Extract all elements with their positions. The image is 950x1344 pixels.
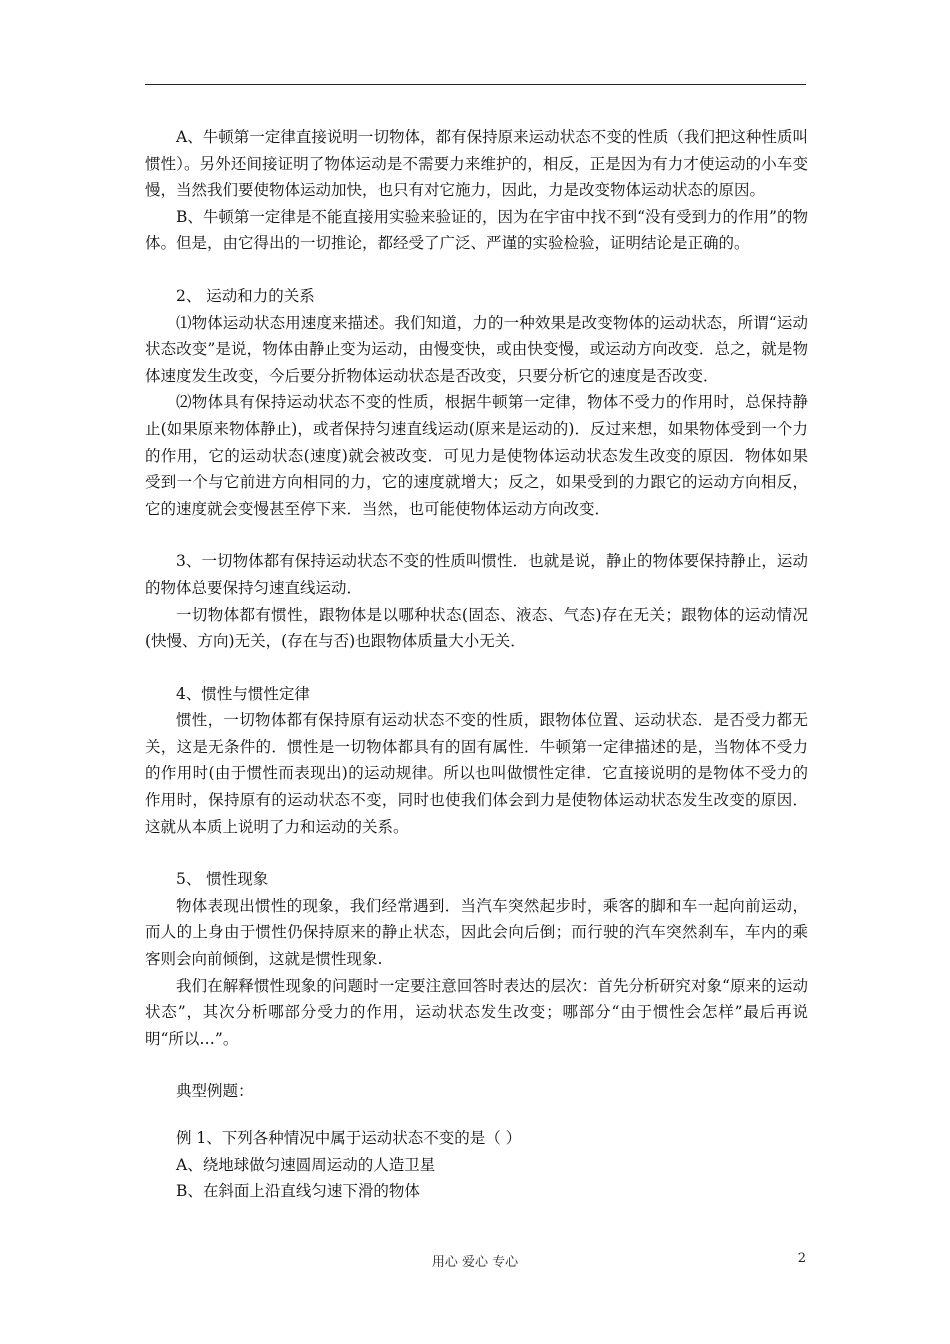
example-1-option-b: B、在斜面上沿直线匀速下滑的物体 — [176, 1182, 420, 1201]
section2-heading: 2、 运动和力的关系 — [176, 286, 315, 305]
spacer — [145, 257, 808, 283]
section5-paragraph-2: 我们在解释惯性现象的问题时一定要注意回答时表达的层次：首先分析研究对象“原来的运动状态”，其次分析哪部分受力的作用，运动状态发生改变；哪部分“由于惯性会怎样”最后再说明“所以…”。 — [145, 976, 808, 1048]
section2-paragraph-1: ⑴物体运动状态用速度来描述。我们知道，力的一种效果是改变物体的运动状态，所谓“运动状态改变”是说，物体由静止变为运动，由慢变快，或由快变慢，或运动方向改变．总之，就是物体速度发生改变，今后要分折物体运动状态是否改变，只要分析它的速度是否改变． — [145, 313, 808, 385]
section4-heading: 4、惯性与惯性定律 — [176, 684, 310, 703]
footer-motto: 用心 爱心 专心 — [431, 1255, 519, 1270]
example-1-option-a: A、绕地球做匀速圆周运动的人造卫星 — [176, 1155, 436, 1174]
page-number: 2 — [797, 1251, 806, 1266]
law1-point-a: A、牛顿第一定律直接说明一切物体，都有保持原来运动状态不变的性质（我们把这种性质叫惯性）。另外还间接证明了物体运动是不需要力来维护的，相反，正是因为有力才使运动的小车变慢，当然我们要使物体运动加快，也只有对它施力，因此，力是改变物体运动状态的原因。 — [145, 128, 808, 200]
page-body — [145, 124, 808, 1205]
section5-paragraph-1: 物体表现出惯性的现象，我们经常遇到．当汽车突然起步时，乘客的脚和车一起向前运动，而人的上身由于惯性仍保持原来的静止状态，因此会向后倒；而行驶的汽车突然刹车，车内的乘客则会向前倾倒，这就是惯性现象. — [145, 896, 808, 969]
section5-heading: 5、 惯性现象 — [176, 870, 269, 889]
example-1-question: 例 1、下列各种情况中属于运动状态不变的是（ ） — [176, 1129, 522, 1147]
examples-heading: 典型例题： — [176, 1082, 254, 1101]
law1-point-b: B、牛顿第一定律是不能直接用实验来验证的，因为在宇宙中找不到“没有受到力的作用”的物体。但是，由它得出的一切推论，都经受了广泛、严谨的实验检验，证明结论是正确的。 — [145, 207, 808, 253]
spacer — [145, 1052, 808, 1078]
header-rule — [145, 84, 806, 85]
spacer — [145, 522, 808, 548]
section2-paragraph-2: ⑵物体具有保持运动状态不变的性质，根据牛顿第一定律，物体不受力的作用时，总保持静止(如果原来物体静止)，或者保持匀速直线运动(原来是运动的)．反过来想，如果物体受到一个力的作用，它的运动状态(速度)就会被改变．可见力是使物体运动状态发生改变的原因．物体如果受到一个与它前进方向相同的力，它的速度就增大；反之，如果受到的力跟它的运动方向相反，它的速度就会变慢甚至停下来．当然，也可能使物体运动方向改变． — [145, 393, 808, 518]
spacer — [145, 840, 808, 866]
section3-paragraph-1: 3、一切物体都有保持运动状态不变的性质叫惯性．也就是说，静止的物体要保持静止，运动的物体总要保持匀速直线运动． — [145, 552, 808, 597]
section3-paragraph-2: 一切物体都有惯性，跟物体是以哪种状态(固态、液态、气态)存在无关；跟物体的运动情况(快慢、方向)无关，(存在与否)也跟物体质量大小无关． — [145, 605, 808, 651]
section4-paragraph-1: 惯性，一切物体都有保持原有运动状态不变的性质，跟物体位置、运动状态．是否受力都无关，这是无条件的．惯性是一切物体都具有的固有属性．牛顿第一定律描述的是，当物体不受力的作用时(由于惯性而表现出)的运动规律。所以也叫做惯性定律．它直接说明的是物体不受力的作用时，保持原有的运动状态不变，同时也使我们体会到力是使物体运动状态发生改变的原因．这就从本质上说明了力和运动的关系。 — [145, 711, 808, 836]
spacer — [145, 655, 808, 681]
spacer — [145, 1105, 808, 1125]
